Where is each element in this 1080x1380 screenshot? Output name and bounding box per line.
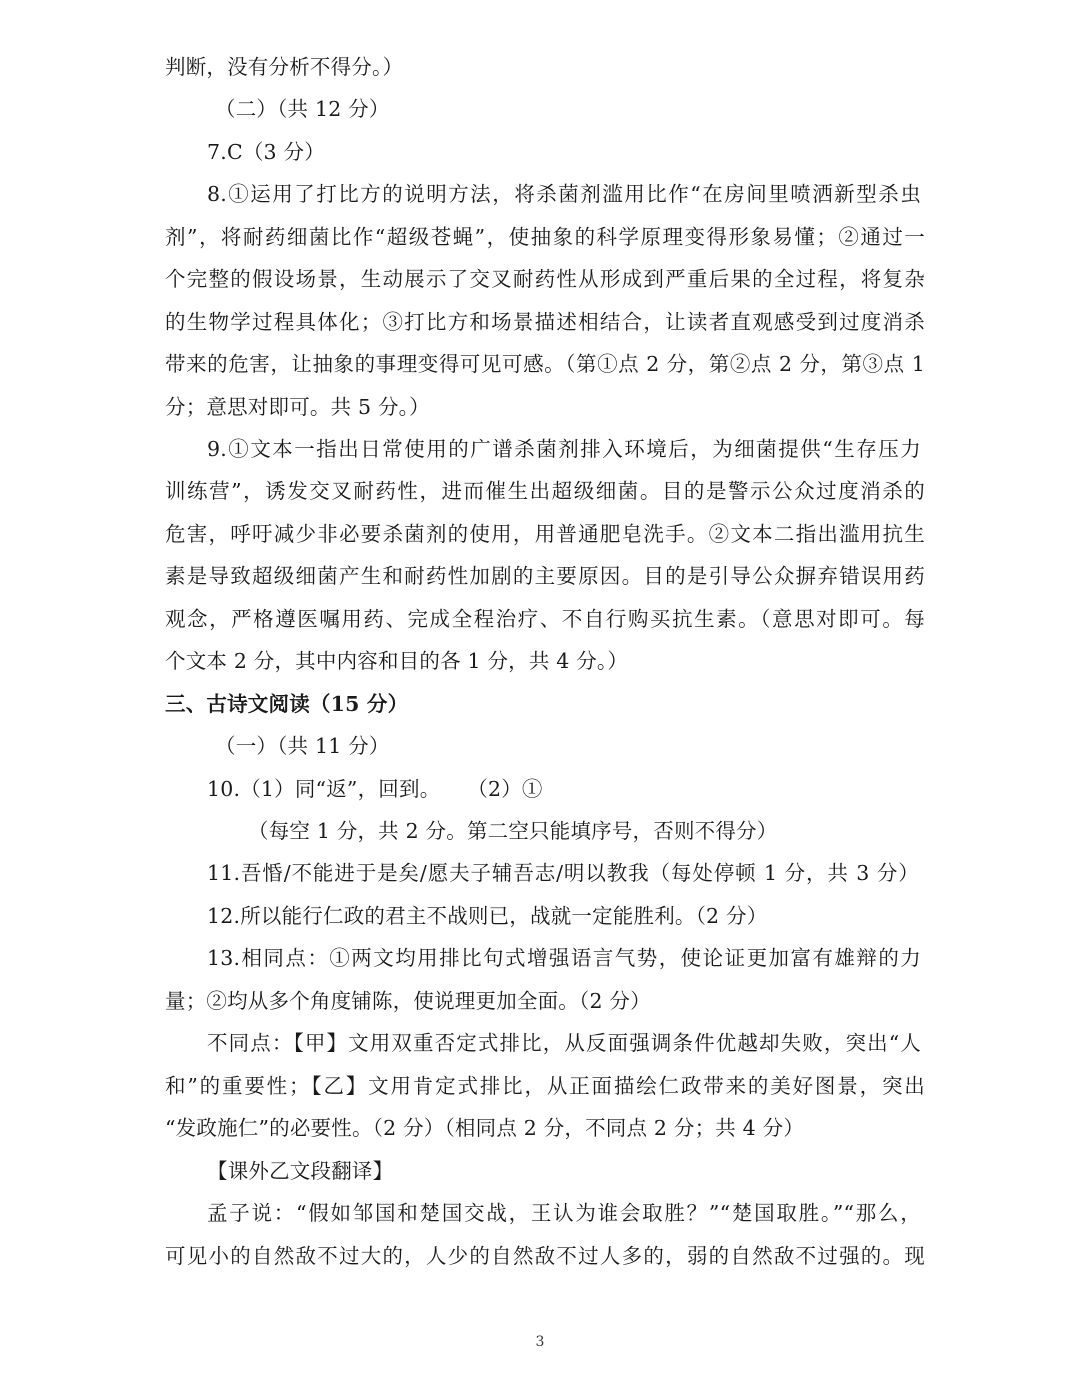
text-line: 带来的危害，让抽象的事理变得可见可感。（第①点 2 分，第②点 2 分，第③点 1 [165,352,925,376]
text-line: 危害，呼吁减少非必要杀菌剂的使用，用普通肥皂洗手。②文本二指出滥用抗生 [165,522,925,546]
answer-line: 11.吾惛/不能进于是矣/愿夫子辅吾志/明以教我（每处停顿 1 分，共 3 分） [207,861,919,885]
text-line: 分；意思对即可。共 5 分。） [165,395,430,419]
text-line: 不同点：【甲】文用双重否定式排比，从反面强调条件优越却失败，突出“人 [207,1031,921,1055]
answer-line: 10.（1）同“返”，回到。 （2）① [207,777,543,801]
answer-line: 8.①运用了打比方的说明方法，将杀菌剂滥用比作“在房间里喷洒新型杀虫 [207,182,921,206]
page-number: 3 [535,1334,545,1350]
text-line: “发政施仁”的必要性。（2 分）（相同点 2 分，不同点 2 分；共 4 分） [165,1116,805,1140]
answer-line: 7.C（3 分） [207,140,325,164]
text-line: 素是导致超级细菌产生和耐药性加剧的主要原因。目的是引导公众摒弃错误用药 [165,564,925,588]
scoring-note: （每空 1 分，共 2 分。第二空只能填序号，否则不得分） [248,819,778,843]
answer-line: 13.相同点：①两文均用排比句式增强语言气势，使论证更加富有雄辩的力 [207,946,921,970]
text-line: 个完整的假设场景，生动展示了交叉耐药性从形成到严重后果的全过程，将复杂 [165,267,925,291]
text-line: 个文本 2 分，其中内容和目的各 1 分，共 4 分。） [165,649,629,673]
text-line: 判断，没有分析不得分。） [165,55,404,79]
text-line: 和”的重要性；【乙】文用肯定式排比，从正面描绘仁政带来的美好图景，突出 [165,1074,925,1098]
text-line: 剂”，将耐药细菌比作“超级苍蝇”，使抽象的科学原理变得形象易懂；②通过一 [165,225,925,249]
translation-line: 可见小的自然敌不过大的，人少的自然敌不过人多的，弱的自然敌不过强的。现 [165,1244,925,1268]
section-heading: 三、古诗文阅读（15 分） [165,692,409,716]
text-line: 训练营”，诱发交叉耐药性，进而催生出超级细菌。目的是警示公众过度消杀的 [165,479,925,503]
answer-line: 12.所以能行仁政的君主不战则已，战就一定能胜利。（2 分） [207,904,768,928]
text-line: 的生物学过程具体化；③打比方和场景描述相结合，让读者直观感受到过度消杀 [165,310,925,334]
section-heading: （二）（共 12 分） [215,97,390,121]
translation-line: 孟子说：“假如邹国和楚国交战，王认为谁会取胜？”“楚国取胜。”“那么， [207,1201,921,1225]
answer-line: 9.①文本一指出日常使用的广谱杀菌剂排入环境后，为细菌提供“生存压力 [207,437,921,461]
text-line: 观念，严格遵医嘱用药、完成全程治疗、不自行购买抗生素。（意思对即可。每 [165,607,925,631]
section-heading: （一）（共 11 分） [215,734,390,758]
translation-heading: 【课外乙文段翻译】 [207,1159,394,1183]
text-line: 量；②均从多个角度铺陈，使说理更加全面。（2 分） [165,989,651,1013]
